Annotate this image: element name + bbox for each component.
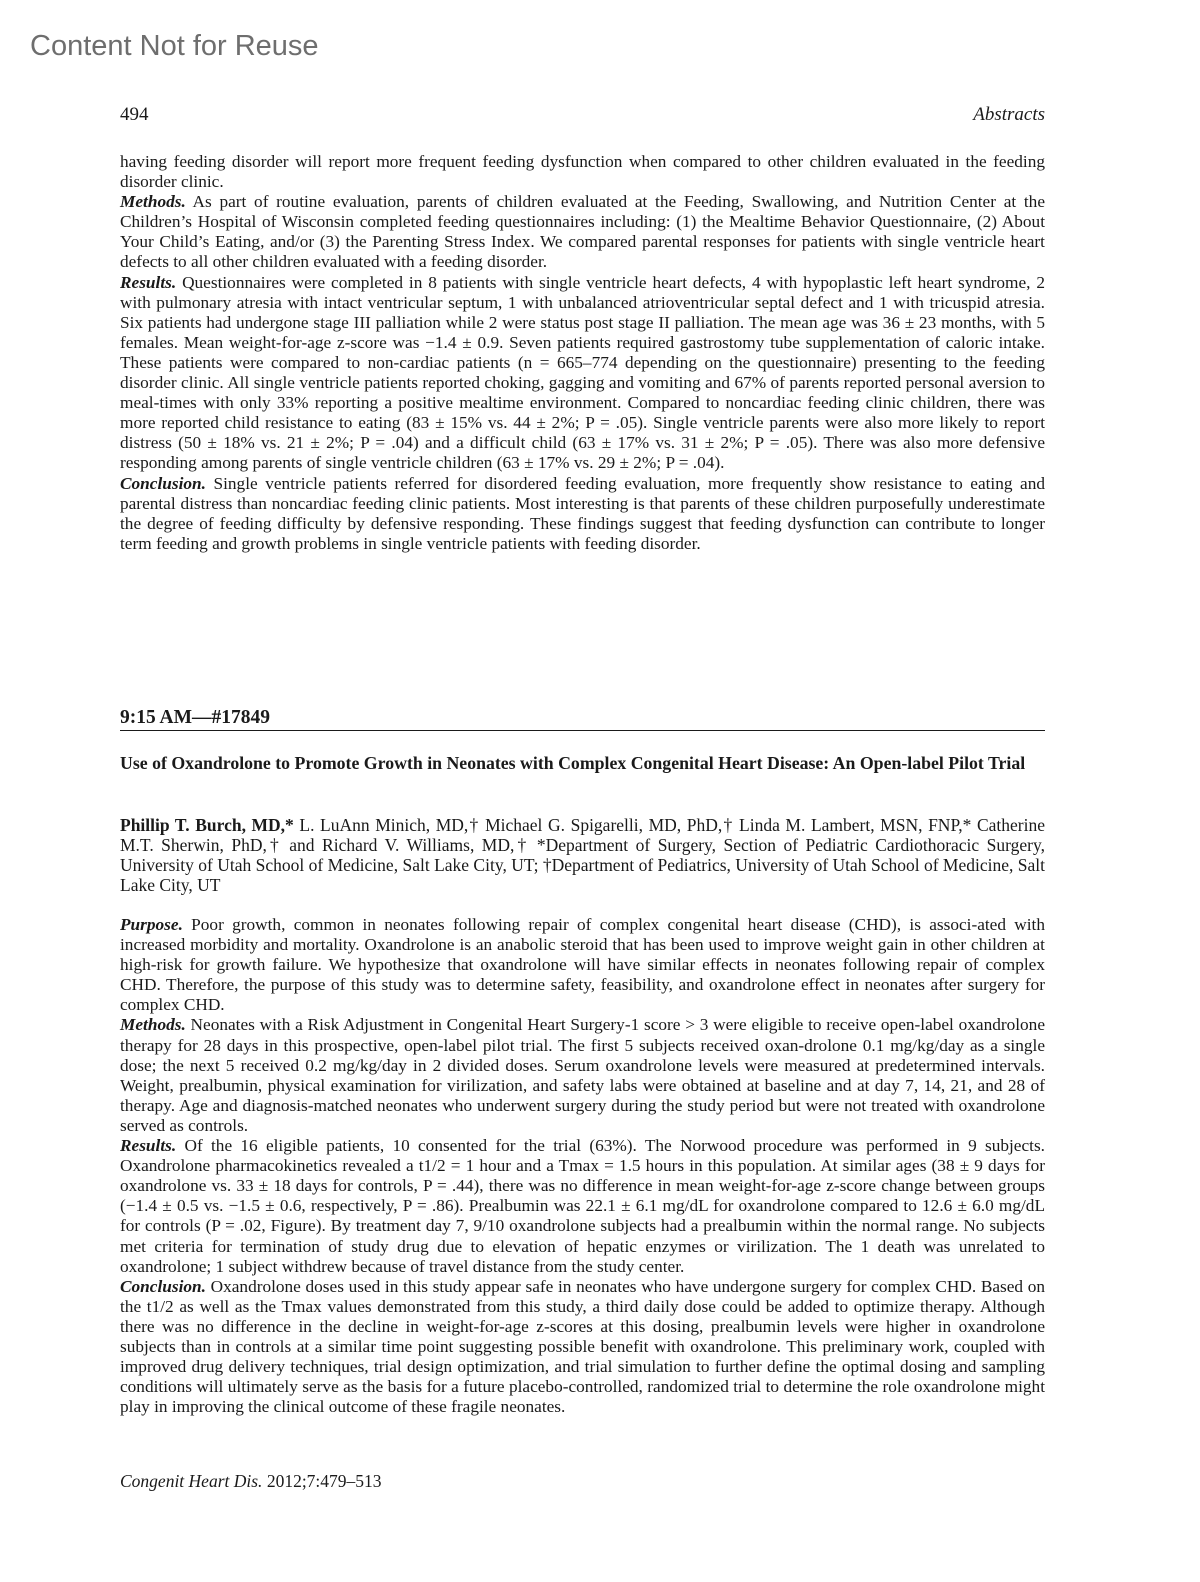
methods-label: Methods. bbox=[120, 192, 186, 212]
conclusion-text: Oxandrolone doses used in this study appear safe in neonates who have undergone surgery for complex CHD. Based on the t1/2 as well as the Tmax values demonstrated from this study, a third daily dose could be added to optimize therapy. Although there was no difference in the decline in weight-for-age z-scores at this dosing, prealbumin levels were higher in oxandrolone subjects than in controls at a similar time point suggesting possible benefit with oxandrolone. This preliminary work, coupled with improved drug delivery techniques, trial design optimization, and trial simulation to further define the optimal dosing and sampling conditions will ultimately serve as the basis for a future placebo-controlled, randomized trial to determine the role oxandrolone might play in improving the clinical outcome of these fragile neonates. bbox=[120, 1276, 1045, 1417]
page-number: 494 bbox=[120, 104, 149, 125]
abstract-body bbox=[120, 915, 1045, 1417]
citation-journal: Congenit Heart Dis. bbox=[120, 1471, 263, 1491]
methods-paragraph bbox=[120, 1015, 1045, 1136]
purpose-label: Purpose. bbox=[120, 915, 183, 934]
conclusion-label: Conclusion. bbox=[120, 473, 206, 493]
purpose-text: Poor growth, common in neonates following repair of complex congenital heart disease (CHD), is associ-ated with increased morbidity and mortality. Oxandrolone is an anabolic steroid that has been used to improve weight gain in other children at high-risk for growth failure. We hypothesize that oxandrolone will have similar effects in neonates following repair of complex CHD. Therefore, the purpose of this study was to determine safety, feasibility, and oxandrolone effect in neonates after surgery for complex CHD. bbox=[120, 915, 1045, 1015]
watermark-text: Content Not for Reuse bbox=[30, 30, 319, 62]
lead-author: Phillip T. Burch, MD,* bbox=[120, 815, 294, 835]
running-head bbox=[120, 104, 1045, 130]
journal-section: Abstracts bbox=[973, 104, 1045, 125]
citation bbox=[120, 1471, 1045, 1492]
citation-details: 2012;7:479–513 bbox=[262, 1471, 382, 1491]
conclusion-label: Conclusion. bbox=[120, 1276, 206, 1296]
author-affiliations: L. LuAnn Minich, MD,† Michael G. Spigarelli, MD, PhD,† Linda M. Lambert, MSN, FNP,* Catherine M.T. Sherwin, PhD,† and Richard V. Williams, MD,† *Department of Surgery, Section of Pediatric Cardiothoracic Surgery, University of Utah School of Medicine, Salt Lake City, UT; †Department of Pediatrics, University of Utah School of Medicine, Salt Lake City, UT bbox=[120, 815, 1045, 896]
prev-conclusion bbox=[120, 474, 1045, 554]
session-rule bbox=[120, 730, 1045, 731]
results-text: Questionnaires were completed in 8 patients with single ventricle heart defects, 4 with hypoplastic left heart syndrome, 2 with pulmonary atresia with intact ventricular septum, 1 with unbalanced atrioventricular septal defect and 1 with tricuspid atresia. Six patients had undergone stage III palliation while 2 were status post stage II palliation. The mean age was 36 ± 23 months, with 5 females. Mean weight-for-age z-score was −1.4 ± 0.9. Seven patients required gastrostomy tube supplementation of caloric intake. These patients were compared to non-cardiac patients (n = 665–774 depending on the questionnaire) presenting to the feeding disorder clinic. All single ventricle patients reported choking, gagging and vomiting and 67% of parents reported personal aversion to meal-times with only 33% reporting a positive mealtime environment. Compared to noncardiac feeding clinic children, there was more reported child resistance to eating (83 ± 15% vs. 44 ± 2%; P = .05). Single ventricle parents were also more likely to report distress (50 ± 18% vs. 21 ± 2%; P = .04) and a difficult child (63 ± 17% vs. 31 ± 2%; P = .05). There was also more defensive responding among parents of single ventricle children (63 ± 17% vs. 29 ± 2%; P = .04). bbox=[120, 272, 1045, 473]
session-header bbox=[120, 707, 1045, 733]
methods-text: As part of routine evaluation, parents of children evaluated at the Feeding, Swallowing, and Nutrition Center at the Children’s Hospital of Wisconsin completed feeding questionnaires including: (1) the Mealtime Behavior Questionnaire, (2) About Your Child’s Eating, and/or (3) the Parenting Stress Index. We compared parental responses for patients with single ventricle heart defects to all other children evaluated with a feeding disorder. bbox=[120, 192, 1045, 272]
abstract-title: Use of Oxandrolone to Promote Growth in Neonates with Complex Congenital Heart Disease: An Open-label Pilot Trial bbox=[120, 753, 1026, 773]
results-label: Results. bbox=[120, 272, 177, 292]
prev-intro: having feeding disorder will report more frequent feeding dysfunction when compared to other children evaluated in the feeding disorder clinic. bbox=[120, 152, 1045, 192]
conclusion-paragraph bbox=[120, 1277, 1045, 1418]
conclusion-text: Single ventricle patients referred for disordered feeding evaluation, more frequently show resistance to eating and parental distress than noncardiac feeding clinic patients. Most interesting is that parents of these children purposefully underestimate the degree of feeding difficulty by defensive responding. These findings suggest that feeding dysfunction can contribute to longer term feeding and growth problems in single ventricle patients with feeding disorder. bbox=[120, 473, 1045, 553]
methods-label: Methods. bbox=[120, 1015, 186, 1035]
methods-text: Neonates with a Risk Adjustment in Congenital Heart Surgery-1 score > 3 were eligible to receive open-label oxandrolone therapy for 28 days in this prospective, open-label pilot trial. The first 5 subjects received oxan-drolone 0.1 mg/kg/day as a single dose; the next 5 received 0.2 mg/kg/day in 2 divided doses. Serum oxandrolone levels were measured at predetermined intervals. Weight, prealbumin, physical examination for virilization, and safety labs were obtained at baseline and at day 7, 14, 21, and 28 of therapy. Age and diagnosis-matched neonates who underwent surgery during the study period but were not treated with oxandrolone served as controls. bbox=[120, 1015, 1045, 1135]
results-text: Of the 16 eligible patients, 10 consented for the trial (63%). The Norwood procedure was performed in 9 subjects. Oxandrolone pharmacokinetics revealed a t1/2 = 1 hour and a Tmax = 1.5 hours in this population. At similar ages (38 ± 9 days for oxandrolone vs. 33 ± 18 days for controls, P = .44), there was no difference in mean weight-for-age z-score change between groups (−1.4 ± 0.5 vs. −1.5 ± 0.6, respectively, P = .86). Prealbumin was 22.1 ± 6.1 mg/dL for oxandrolone compared to 12.6 ± 6.0 mg/dL for controls (P = .02, Figure). By treatment day 7, 9/10 oxandrolone subjects had a prealbumin within the normal range. No subjects met criteria for termination of study drug due to elevation of hepatic enzymes or virilization. The 1 death was unrelated to oxandrolone; 1 subject withdrew because of travel distance from the study center. bbox=[120, 1136, 1045, 1276]
prev-methods bbox=[120, 192, 1045, 272]
purpose-paragraph bbox=[120, 915, 1045, 1015]
session-time: 9:15 AM—#17849 bbox=[120, 707, 280, 729]
author-list bbox=[120, 815, 1045, 895]
prev-results bbox=[120, 273, 1045, 474]
results-paragraph bbox=[120, 1136, 1045, 1277]
results-label: Results. bbox=[120, 1136, 177, 1156]
previous-abstract-continuation bbox=[120, 152, 1045, 554]
